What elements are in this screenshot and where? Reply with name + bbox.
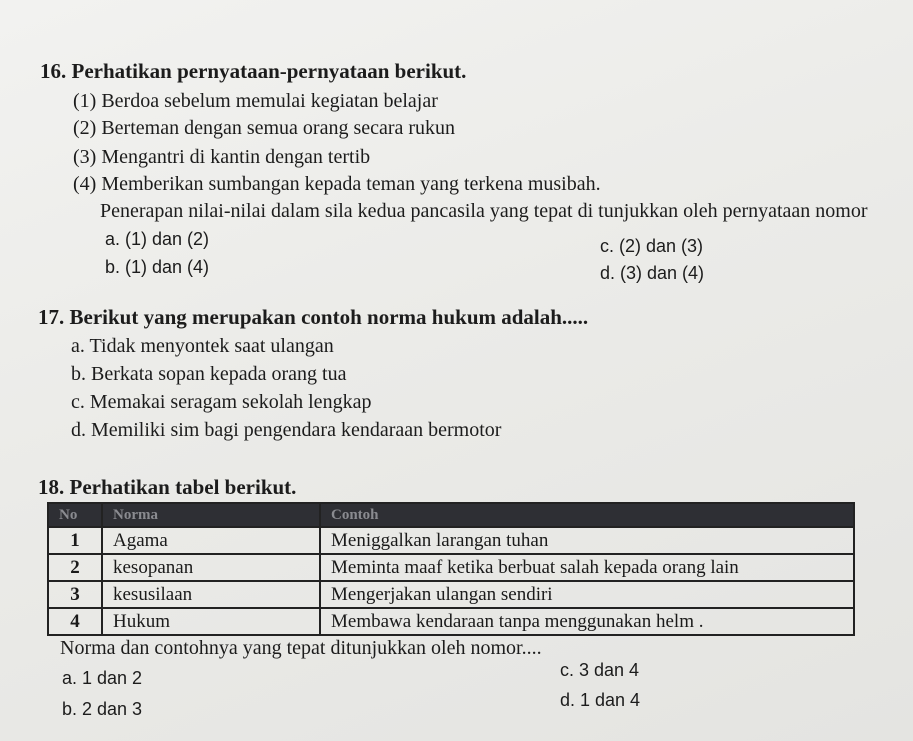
row-number: 3 — [48, 581, 102, 608]
q16-statement-3: (3) Mengantri di kantin dengan tertib — [73, 146, 371, 168]
row-contoh: Meniggalkan larangan tuhan — [320, 527, 854, 554]
row-norma: kesusilaan — [102, 581, 320, 608]
q18-prompt: Norma dan contohnya yang tepat ditunjukkan oleh nomor.... — [60, 637, 542, 659]
q16-option-a[interactable]: a. (1) dan (2) — [105, 229, 210, 249]
header-contoh: Contoh — [320, 503, 854, 527]
q18-option-d[interactable]: d. 1 dan 4 — [560, 690, 641, 710]
q16-statement-1: (1) Berdoa sebelum memulai kegiatan belajar — [73, 90, 438, 112]
row-norma: kesopanan — [102, 554, 320, 581]
q18-title: 18. Perhatikan tabel berikut. — [38, 475, 297, 499]
q16-title: 16. Perhatikan pernyataan-pernyataan berikut. — [40, 59, 467, 83]
row-contoh: Mengerjakan ulangan sendiri — [320, 581, 854, 608]
q17-option-a[interactable]: a. Tidak menyontek saat ulangan — [71, 335, 334, 357]
q16-statement-4: (4) Memberikan sumbangan kepada teman yang terkena musibah. — [73, 173, 601, 195]
header-norma: Norma — [102, 503, 320, 527]
row-contoh: Membawa kendaraan tanpa menggunakan helm . — [320, 608, 854, 635]
norma-table — [47, 502, 855, 636]
q16-option-d[interactable]: d. (3) dan (4) — [600, 263, 705, 283]
row-number: 2 — [48, 554, 102, 581]
q16-prompt: Penerapan nilai-nilai dalam sila kedua pancasila yang tepat di tunjukkan oleh pernyataan nomor — [100, 200, 868, 222]
row-norma: Hukum — [102, 608, 320, 635]
q17-option-d[interactable]: d. Memiliki sim bagi pengendara kendaraan bermotor — [71, 419, 502, 441]
table-row — [48, 608, 854, 635]
q16-statement-2: (2) Berteman dengan semua orang secara rukun — [73, 117, 456, 139]
q18-option-b[interactable]: b. 2 dan 3 — [62, 699, 143, 719]
header-no: No — [48, 503, 102, 527]
row-number: 4 — [48, 608, 102, 635]
q17-title: 17. Berikut yang merupakan contoh norma hukum adalah..... — [38, 305, 589, 329]
row-number: 1 — [48, 527, 102, 554]
q18-option-c[interactable]: c. 3 dan 4 — [560, 660, 640, 680]
row-contoh: Meminta maaf ketika berbuat salah kepada orang lain — [320, 554, 854, 581]
row-norma: Agama — [102, 527, 320, 554]
q17-option-b[interactable]: b. Berkata sopan kepada orang tua — [71, 363, 347, 385]
q16-option-c[interactable]: c. (2) dan (3) — [600, 236, 704, 256]
table-row — [48, 527, 854, 554]
q17-option-c[interactable]: c. Memakai seragam sekolah lengkap — [71, 391, 372, 413]
table-row — [48, 554, 854, 581]
q16-option-b[interactable]: b. (1) dan (4) — [105, 257, 210, 277]
q18-option-a[interactable]: a. 1 dan 2 — [62, 668, 143, 688]
table-row — [48, 581, 854, 608]
table-header-row — [48, 503, 854, 527]
